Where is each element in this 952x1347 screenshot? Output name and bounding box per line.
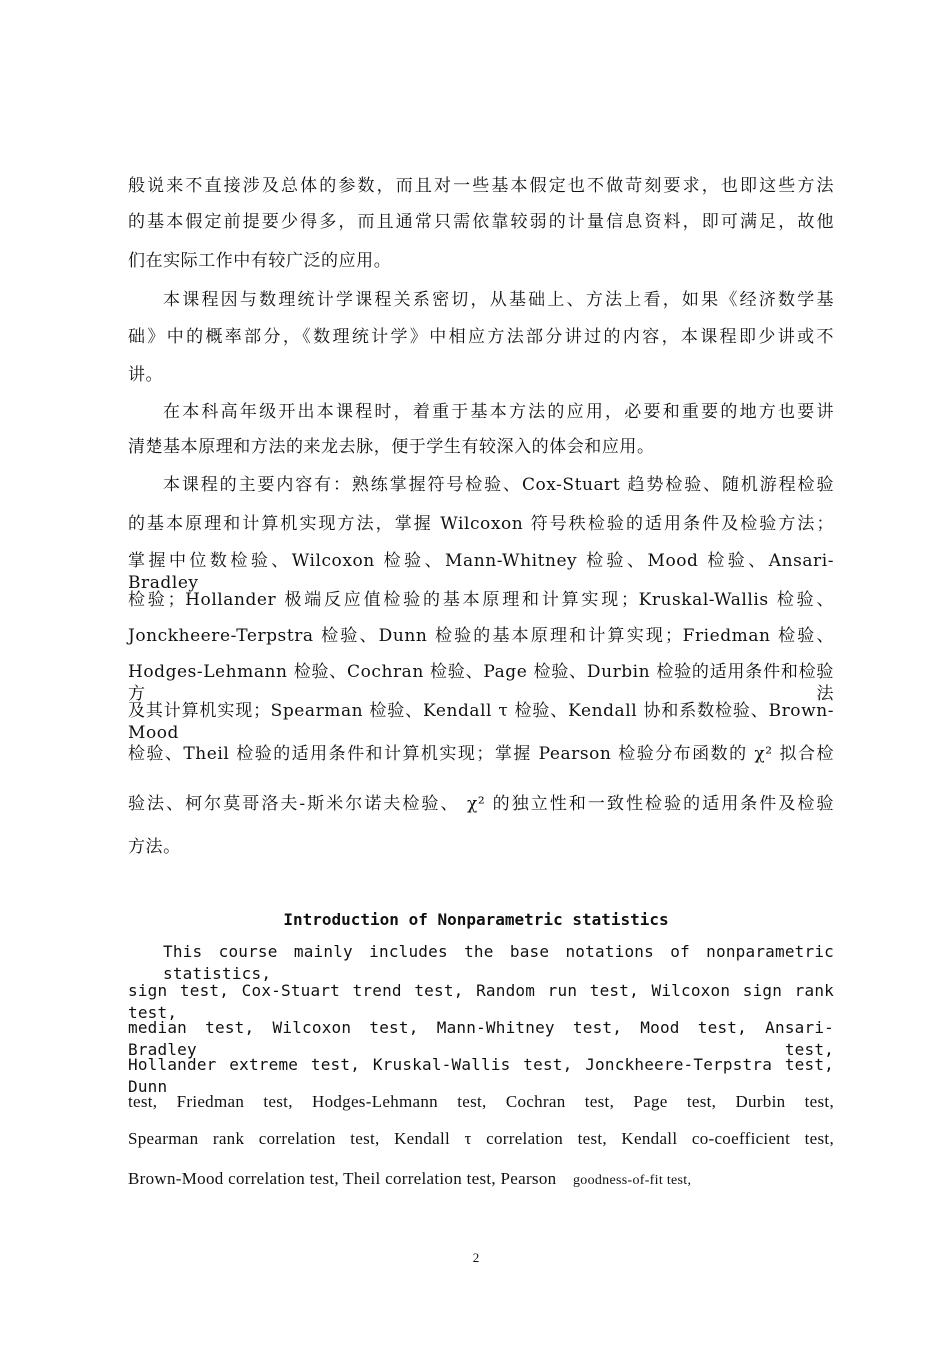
paragraph-line: 的基本假定前提要少得多，而且通常只需依靠较弱的计量信息资料，即可满足，故他 bbox=[128, 212, 834, 232]
paragraph-line: 们在实际工作中有较广泛的应用。 bbox=[128, 251, 392, 271]
paragraph-line: 本课程的主要内容有：熟练掌握符号检验、Cox-Stuart 趋势检验、随机游程检验 bbox=[163, 475, 834, 495]
paragraph-line: 检验、Theil 检验的适用条件和计算机实现；掌握 Pearson 检验分布函数的 χ² 拟合检 bbox=[128, 744, 834, 764]
paragraph-line: 讲。 bbox=[128, 365, 164, 385]
english-line: median test, Wilcoxon test, Mann-Whitney test, Mood test, Ansari-Bradley test, bbox=[128, 1018, 834, 1059]
english-line: Hollander extreme test, Kruskal-Wallis test, Jonckheere-Terpstra test, Dunn bbox=[128, 1055, 834, 1096]
paragraph-line: 检验；Hollander 极端反应值检验的基本原理和计算实现；Kruskal-Wallis 检验、 bbox=[128, 590, 834, 610]
paragraph-line: 验法、柯尔莫哥洛夫-斯米尔诺夫检验、 χ² 的独立性和一致性检验的适用条件及检验 bbox=[128, 794, 834, 814]
section-heading: Introduction of Nonparametric statistics bbox=[283, 910, 669, 929]
english-line: This course mainly includes the base notations of nonparametric statistics, bbox=[163, 942, 834, 983]
paragraph-line: 掌握中位数检验、Wilcoxon 检验、Mann-Whitney 检验、Mood 检验、Ansari-Bradley bbox=[128, 551, 834, 593]
english-line: Spearman rank correlation test, Kendall τ correlation test, Kendall co-coefficient test, bbox=[128, 1129, 834, 1148]
paragraph-line: 及其计算机实现；Spearman 检验、Kendall τ 检验、Kendall 协和系数检验、Brown-Mood bbox=[128, 701, 834, 743]
english-line-small-text: goodness-of-fit test, bbox=[572, 1173, 692, 1188]
paragraph-line: 的基本原理和计算机实现方法，掌握 Wilcoxon 符号秩检验的适用条件及检验方法； bbox=[128, 514, 834, 534]
paragraph-line: 方法。 bbox=[128, 837, 181, 857]
paragraph-line: 本课程因与数理统计学课程关系密切，从基础上、方法上看，如果《经济数学基 bbox=[163, 290, 834, 310]
paragraph-line: 础》中的概率部分，《数理统计学》中相应方法部分讲过的内容，本课程即少讲或不 bbox=[128, 327, 834, 347]
paragraph-line: Hodges-Lehmann 检验、Cochran 检验、Page 检验、Durbin 检验的适用条件和检验方法 bbox=[128, 662, 834, 704]
english-line: test, Friedman test, Hodges-Lehmann test, Cochran test, Page test, Durbin test, bbox=[128, 1092, 834, 1111]
paragraph-line: 在本科高年级开出本课程时，着重于基本方法的应用，必要和重要的地方也要讲 bbox=[163, 402, 834, 422]
paragraph-line: 般说来不直接涉及总体的参数，而且对一些基本假定也不做苛刻要求，也即这些方法 bbox=[128, 176, 834, 196]
english-line-last bbox=[128, 1168, 834, 1192]
paragraph-line: Jonckheere-Terpstra 检验、Dunn 检验的基本原理和计算实现；Friedman 检验、 bbox=[128, 626, 834, 646]
english-line: sign test, Cox-Stuart trend test, Random run test, Wilcoxon sign rank test, bbox=[128, 981, 834, 1022]
paragraph-line: 清楚基本原理和方法的来龙去脉，便于学生有较深入的体会和应用。 bbox=[128, 437, 655, 457]
english-line-text: Brown-Mood correlation test, Theil correlation test, Pearson bbox=[128, 1169, 557, 1188]
page-number: 2 bbox=[472, 1250, 480, 1265]
